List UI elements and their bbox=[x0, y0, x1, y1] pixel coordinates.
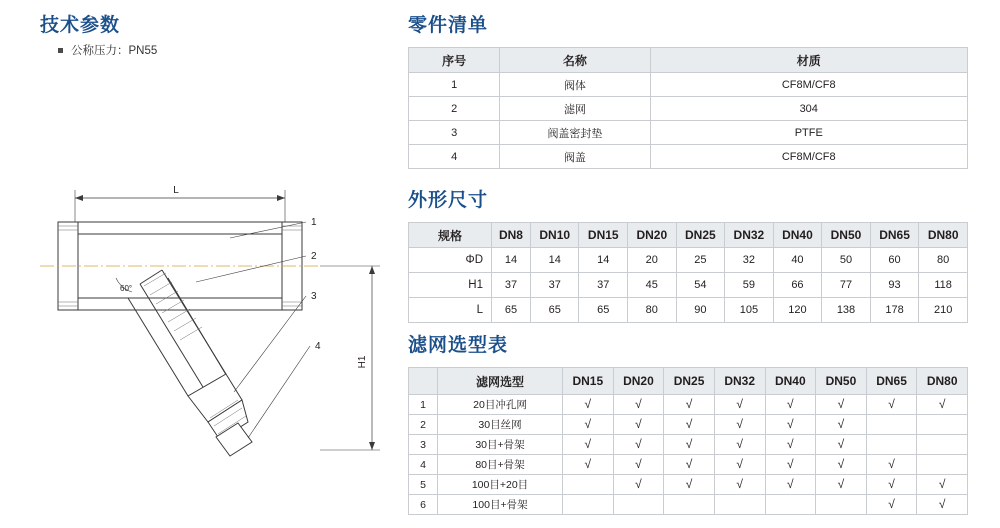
check-icon: √ bbox=[635, 477, 642, 491]
bullet-square-icon bbox=[58, 48, 63, 53]
table-header-row bbox=[409, 223, 968, 248]
check-icon: √ bbox=[635, 457, 642, 471]
table-row bbox=[409, 248, 968, 273]
table-row bbox=[409, 298, 968, 323]
cell-value: 14 bbox=[492, 248, 531, 273]
column-header-index: 序号 bbox=[409, 48, 500, 73]
cell-value: 25 bbox=[676, 248, 725, 273]
cell-empty bbox=[917, 455, 968, 475]
cell-check-mark bbox=[664, 415, 715, 435]
cell-value: 93 bbox=[870, 273, 919, 298]
check-icon: √ bbox=[736, 397, 743, 411]
table-row bbox=[409, 121, 968, 145]
table-row bbox=[409, 395, 968, 415]
check-icon: √ bbox=[685, 437, 693, 451]
check-icon: √ bbox=[837, 417, 845, 431]
cell-value: 37 bbox=[492, 273, 531, 298]
check-icon: √ bbox=[787, 437, 794, 451]
cell-name: 阀盖密封垫 bbox=[500, 121, 650, 145]
check-icon: √ bbox=[787, 477, 794, 491]
cell-mesh-type: 100目+骨架 bbox=[438, 495, 563, 515]
column-header-dn40: DN40 bbox=[765, 368, 816, 395]
row-header-diameter: ΦD bbox=[409, 248, 492, 273]
cell-check-mark bbox=[613, 455, 664, 475]
cell-index: 1 bbox=[409, 395, 438, 415]
check-icon: √ bbox=[685, 397, 693, 411]
callout-3: 3 bbox=[311, 291, 317, 302]
cell-index: 4 bbox=[409, 145, 500, 169]
check-icon: √ bbox=[888, 497, 895, 511]
cell-check-mark bbox=[664, 455, 715, 475]
cell-index: 3 bbox=[409, 435, 438, 455]
column-header-dn80: DN80 bbox=[919, 223, 968, 248]
column-header-dn8: DN8 bbox=[492, 223, 531, 248]
column-header-dn32: DN32 bbox=[725, 223, 774, 248]
cell-value: 59 bbox=[725, 273, 774, 298]
column-header-dn65: DN65 bbox=[870, 223, 919, 248]
cell-check-mark bbox=[765, 455, 816, 475]
row-header-length: L bbox=[409, 298, 492, 323]
table-row bbox=[409, 455, 968, 475]
column-header-dn15: DN15 bbox=[579, 223, 628, 248]
check-icon: √ bbox=[584, 417, 592, 431]
cell-check-mark bbox=[613, 435, 664, 455]
check-icon: √ bbox=[888, 477, 895, 491]
cell-index: 2 bbox=[409, 97, 500, 121]
parts-list-table bbox=[408, 47, 968, 169]
check-icon: √ bbox=[736, 437, 743, 451]
product-technical-drawing bbox=[20, 160, 400, 520]
column-header-dn80: DN80 bbox=[917, 368, 968, 395]
cell-check-mark bbox=[563, 455, 614, 475]
table-row bbox=[409, 145, 968, 169]
check-icon: √ bbox=[837, 397, 845, 411]
table-row bbox=[409, 475, 968, 495]
check-icon: √ bbox=[787, 457, 794, 471]
dimension-label-H1: H1 bbox=[357, 355, 368, 369]
check-icon: √ bbox=[787, 397, 794, 411]
cell-empty bbox=[866, 435, 917, 455]
cell-check-mark bbox=[765, 395, 816, 415]
cell-check-mark bbox=[917, 495, 968, 515]
mesh-selection-block bbox=[408, 330, 968, 515]
cell-empty bbox=[664, 495, 715, 515]
row-header-h1: H1 bbox=[409, 273, 492, 298]
section-title-parts: 零件清单 bbox=[408, 15, 489, 36]
column-header-dn65: DN65 bbox=[866, 368, 917, 395]
check-icon: √ bbox=[938, 397, 946, 411]
cell-value: 65 bbox=[579, 298, 628, 323]
cell-material: CF8M/CF8 bbox=[650, 145, 968, 169]
tech-parameter-text: 公称压力：PN55 bbox=[71, 45, 158, 57]
callout-4: 4 bbox=[315, 341, 321, 352]
cell-check-mark bbox=[613, 475, 664, 495]
column-header-dn50: DN50 bbox=[822, 223, 871, 248]
cell-check-mark bbox=[714, 455, 765, 475]
cell-check-mark bbox=[664, 475, 715, 495]
cell-empty bbox=[563, 475, 614, 495]
check-icon: √ bbox=[635, 437, 642, 451]
tech-parameter-list bbox=[58, 42, 157, 62]
cell-empty bbox=[917, 435, 968, 455]
check-icon: √ bbox=[685, 477, 693, 491]
table-row bbox=[409, 495, 968, 515]
cell-check-mark bbox=[765, 435, 816, 455]
cell-mesh-type: 30目丝网 bbox=[438, 415, 563, 435]
cell-check-mark bbox=[816, 435, 867, 455]
cell-empty bbox=[816, 495, 867, 515]
cell-index: 5 bbox=[409, 475, 438, 495]
cell-value: 50 bbox=[822, 248, 871, 273]
cell-material: 304 bbox=[650, 97, 968, 121]
cell-name: 阀盖 bbox=[500, 145, 650, 169]
column-header-dn20: DN20 bbox=[628, 223, 677, 248]
cell-empty bbox=[917, 415, 968, 435]
parts-list-block bbox=[408, 10, 968, 169]
cell-check-mark bbox=[917, 475, 968, 495]
cell-mesh-type: 30目+骨架 bbox=[438, 435, 563, 455]
cell-index: 1 bbox=[409, 73, 500, 97]
cell-mesh-type: 80目+骨架 bbox=[438, 455, 563, 475]
column-header-dn20: DN20 bbox=[613, 368, 664, 395]
cell-check-mark bbox=[664, 395, 715, 415]
cell-value: 60 bbox=[870, 248, 919, 273]
cell-value: 54 bbox=[676, 273, 725, 298]
cell-value: 118 bbox=[919, 273, 968, 298]
check-icon: √ bbox=[584, 437, 592, 451]
check-icon: √ bbox=[635, 397, 642, 411]
cell-value: 65 bbox=[530, 298, 579, 323]
column-header-spec: 规格 bbox=[409, 223, 492, 248]
check-icon: √ bbox=[635, 417, 642, 431]
table-row bbox=[409, 435, 968, 455]
cell-value: 37 bbox=[579, 273, 628, 298]
column-header-dn25: DN25 bbox=[676, 223, 725, 248]
check-icon: √ bbox=[787, 417, 794, 431]
check-icon: √ bbox=[837, 457, 845, 471]
cell-check-mark bbox=[765, 475, 816, 495]
list-item bbox=[58, 42, 157, 58]
dimension-label-angle: 60° bbox=[120, 284, 133, 293]
dimension-label-L: L bbox=[173, 185, 179, 196]
cell-check-mark bbox=[816, 455, 867, 475]
cell-value: 210 bbox=[919, 298, 968, 323]
cell-check-mark bbox=[613, 415, 664, 435]
column-header-index bbox=[409, 368, 438, 395]
check-icon: √ bbox=[736, 417, 743, 431]
cell-value: 80 bbox=[919, 248, 968, 273]
callout-2: 2 bbox=[311, 251, 317, 262]
cell-check-mark bbox=[563, 435, 614, 455]
cell-index: 4 bbox=[409, 455, 438, 475]
cell-material: PTFE bbox=[650, 121, 968, 145]
table-row bbox=[409, 273, 968, 298]
cell-check-mark bbox=[866, 395, 917, 415]
cell-value: 77 bbox=[822, 273, 871, 298]
dimensions-table bbox=[408, 222, 968, 323]
cell-check-mark bbox=[714, 435, 765, 455]
check-icon: √ bbox=[888, 457, 895, 471]
table-row bbox=[409, 415, 968, 435]
cell-value: 37 bbox=[530, 273, 579, 298]
callout-1: 1 bbox=[311, 217, 317, 228]
check-icon: √ bbox=[888, 397, 895, 411]
cell-empty bbox=[765, 495, 816, 515]
section-title-mesh: 滤网选型表 bbox=[408, 335, 509, 356]
check-icon: √ bbox=[736, 457, 743, 471]
cell-value: 80 bbox=[628, 298, 677, 323]
cell-value: 90 bbox=[676, 298, 725, 323]
check-icon: √ bbox=[938, 477, 946, 491]
table-header-row bbox=[409, 48, 968, 73]
section-title-dimensions: 外形尺寸 bbox=[408, 190, 489, 211]
cell-value: 65 bbox=[492, 298, 531, 323]
cell-name: 阀体 bbox=[500, 73, 650, 97]
column-header-dn15: DN15 bbox=[563, 368, 614, 395]
check-icon: √ bbox=[584, 457, 592, 471]
check-icon: √ bbox=[685, 457, 693, 471]
cell-check-mark bbox=[816, 475, 867, 495]
cell-check-mark bbox=[664, 435, 715, 455]
cell-check-mark bbox=[866, 495, 917, 515]
cell-empty bbox=[714, 495, 765, 515]
cell-value: 14 bbox=[579, 248, 628, 273]
cell-value: 66 bbox=[773, 273, 822, 298]
cell-check-mark bbox=[613, 395, 664, 415]
table-header-row bbox=[409, 368, 968, 395]
cell-check-mark bbox=[917, 395, 968, 415]
cell-check-mark bbox=[866, 475, 917, 495]
mesh-selection-table bbox=[408, 367, 968, 515]
dimensions-block bbox=[408, 185, 968, 323]
column-header-dn25: DN25 bbox=[664, 368, 715, 395]
page-title-tech: 技术参数 bbox=[40, 15, 121, 36]
check-icon: √ bbox=[837, 477, 845, 491]
cell-index: 3 bbox=[409, 121, 500, 145]
column-header-dn10: DN10 bbox=[530, 223, 579, 248]
check-icon: √ bbox=[938, 497, 946, 511]
cell-name: 滤网 bbox=[500, 97, 650, 121]
cell-value: 120 bbox=[773, 298, 822, 323]
cell-value: 45 bbox=[628, 273, 677, 298]
cell-empty bbox=[613, 495, 664, 515]
column-header-dn40: DN40 bbox=[773, 223, 822, 248]
cell-check-mark bbox=[816, 395, 867, 415]
cell-mesh-type: 20目冲孔网 bbox=[438, 395, 563, 415]
mesh-table-body bbox=[409, 395, 968, 515]
cell-check-mark bbox=[816, 415, 867, 435]
column-header-dn32: DN32 bbox=[714, 368, 765, 395]
column-header-material: 材质 bbox=[650, 48, 968, 73]
cell-material: CF8M/CF8 bbox=[650, 73, 968, 97]
cell-value: 178 bbox=[870, 298, 919, 323]
cell-value: 138 bbox=[822, 298, 871, 323]
cell-value: 14 bbox=[530, 248, 579, 273]
cell-value: 20 bbox=[628, 248, 677, 273]
cell-check-mark bbox=[714, 395, 765, 415]
cell-value: 32 bbox=[725, 248, 774, 273]
table-row bbox=[409, 73, 968, 97]
cell-index: 6 bbox=[409, 495, 438, 515]
cell-check-mark bbox=[714, 475, 765, 495]
cell-empty bbox=[866, 415, 917, 435]
cell-check-mark bbox=[563, 415, 614, 435]
column-header-mesh-type: 滤网选型 bbox=[438, 368, 563, 395]
valve-drawing-svg bbox=[20, 160, 400, 520]
check-icon: √ bbox=[685, 417, 693, 431]
cell-empty bbox=[563, 495, 614, 515]
column-header-name: 名称 bbox=[500, 48, 650, 73]
column-header-dn50: DN50 bbox=[816, 368, 867, 395]
check-icon: √ bbox=[584, 397, 592, 411]
cell-value: 105 bbox=[725, 298, 774, 323]
cell-mesh-type: 100目+20目 bbox=[438, 475, 563, 495]
cell-check-mark bbox=[866, 455, 917, 475]
check-icon: √ bbox=[736, 477, 743, 491]
check-icon: √ bbox=[837, 437, 845, 451]
cell-index: 2 bbox=[409, 415, 438, 435]
cell-check-mark bbox=[563, 395, 614, 415]
table-row bbox=[409, 97, 968, 121]
cell-value: 40 bbox=[773, 248, 822, 273]
cell-check-mark bbox=[765, 415, 816, 435]
cell-check-mark bbox=[714, 415, 765, 435]
